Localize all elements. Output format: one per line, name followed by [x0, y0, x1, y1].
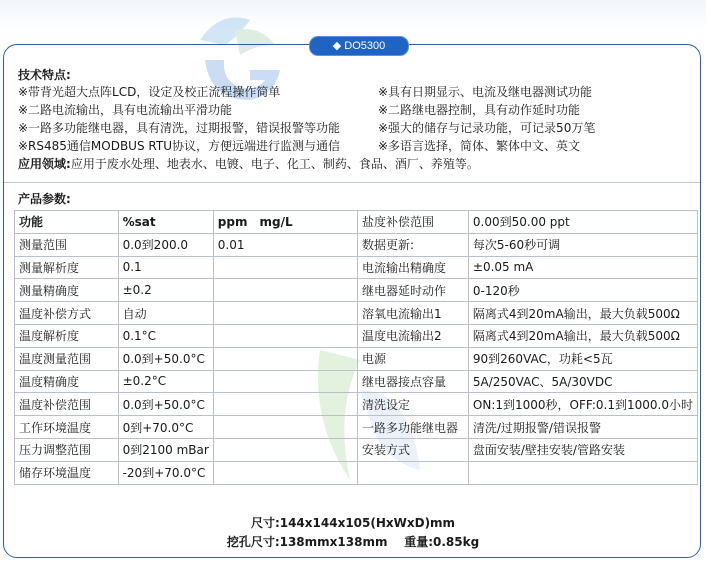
table-cell: 温度电流输出2	[358, 324, 469, 347]
table-cell	[213, 347, 357, 370]
params-table	[14, 210, 698, 485]
table-cell: 0.00到50.00 ppt	[468, 211, 697, 234]
table-cell: 数据更新:	[358, 233, 469, 256]
table-cell: ±0.2	[118, 279, 213, 302]
table-cell: 0.1°C	[118, 324, 213, 347]
table-cell: 储存环境温度	[15, 461, 119, 484]
table-cell: 测量范围	[15, 233, 119, 256]
feature-left-2: ※二路电流输出，具有电流输出平滑功能	[18, 103, 233, 117]
feature-left-3: ※一路多功能继电器，具有清洗，过期报警，错误报警等功能	[18, 121, 341, 135]
table-cell: 隔离式4到20mA输出，最大负载500Ω	[468, 324, 697, 347]
table-cell: 电流输出精确度	[358, 256, 469, 279]
table-cell: 盐度补偿范围	[358, 211, 469, 234]
table-cell: 0.0到+50.0°C	[118, 393, 213, 416]
table-cell: 工作环境温度	[15, 416, 119, 439]
applications	[18, 155, 479, 173]
table-cell: -20到+70.0°C	[118, 461, 213, 484]
feature-left-1: ※带背光超大点阵LCD，设定及校正流程操作简单	[18, 85, 281, 99]
table-row	[15, 256, 698, 279]
table-cell: %sat	[118, 211, 213, 234]
table-cell: ±0.2°C	[118, 370, 213, 393]
feature-right-2: ※二路继电器控制，具有动作延时功能	[378, 103, 581, 117]
table-row	[15, 233, 698, 256]
table-cell: 测量解析度	[15, 256, 119, 279]
table-cell: 0.0到+50.0°C	[118, 347, 213, 370]
table-cell	[213, 302, 357, 325]
table-row	[15, 324, 698, 347]
table-row	[15, 461, 698, 484]
table-cell: ppm mg/L	[213, 211, 357, 234]
top-background	[0, 0, 706, 30]
table-row	[15, 416, 698, 439]
table-cell	[213, 370, 357, 393]
table-cell: 继电器接点容量	[358, 370, 469, 393]
table-cell	[213, 256, 357, 279]
model-name: DO5300	[344, 40, 386, 52]
table-cell: 盘面安装/壁挂安装/管路安装	[468, 438, 697, 461]
table-cell: 0.1	[118, 256, 213, 279]
table-cell: 每次5-60秒可调	[468, 233, 697, 256]
table-cell: 温度补偿范围	[15, 393, 119, 416]
table-cell: 0.01	[213, 233, 357, 256]
footer-cutout-weight	[0, 533, 706, 550]
table-cell	[213, 324, 357, 347]
table-row	[15, 438, 698, 461]
table-cell: ON:1到1000秒，OFF:0.1到1000.0小时	[468, 393, 697, 416]
table-cell	[468, 461, 697, 484]
table-row	[15, 279, 698, 302]
table-row	[15, 211, 698, 234]
table-row	[15, 347, 698, 370]
table-cell: 测量精确度	[15, 279, 119, 302]
footer-weight: 重量:0.85kg	[404, 535, 480, 549]
table-cell	[358, 461, 469, 484]
table-cell: 0-120秒	[468, 279, 697, 302]
table-cell: 温度测量范围	[15, 347, 119, 370]
table-cell: 90到260VAC，功耗<5瓦	[468, 347, 697, 370]
table-cell: 温度精确度	[15, 370, 119, 393]
table-cell: 0.0到200.0	[118, 233, 213, 256]
table-cell: 压力调整范围	[15, 438, 119, 461]
table-cell: 0到+70.0°C	[118, 416, 213, 439]
tech-title: 技术特点:	[18, 68, 71, 82]
table-row	[15, 302, 698, 325]
footer-dimensions: 尺寸:144x144x105(HxWxD)mm	[250, 516, 456, 530]
applications-text: 应用于废水处理、地表水、电镀、电子、化工、制药、食品、酒厂、养殖等。	[70, 157, 479, 171]
table-cell: 隔离式4到20mA输出，最大负载500Ω	[468, 302, 697, 325]
table-cell	[213, 393, 357, 416]
table-cell	[213, 279, 357, 302]
footer-cutout: 挖孔尺寸:138mmx138mm	[226, 535, 388, 549]
table-cell	[213, 438, 357, 461]
table-cell: 0到2100 mBar	[118, 438, 213, 461]
params-title: 产品参数:	[18, 192, 71, 206]
table-cell: 一路多功能继电器	[358, 416, 469, 439]
table-cell: 安装方式	[358, 438, 469, 461]
table-cell: 自动	[118, 302, 213, 325]
table-cell: 溶氧电流输出1	[358, 302, 469, 325]
table-cell: 温度补偿方式	[15, 302, 119, 325]
feature-left-4: ※RS485通信MODBUS RTU协议，方便远端进行监测与通信	[18, 139, 340, 153]
table-cell: 电源	[358, 347, 469, 370]
table-cell: ±0.05 mA	[468, 256, 697, 279]
table-cell: 温度解析度	[15, 324, 119, 347]
table-cell: 5A/250VAC、5A/30VDC	[468, 370, 697, 393]
table-row	[15, 393, 698, 416]
table-cell: 功能	[15, 211, 119, 234]
section-divider	[4, 182, 700, 183]
feature-right-4: ※多语言选择，简体、繁体中文、英文	[378, 139, 581, 153]
applications-label: 应用领域:	[18, 157, 71, 171]
table-cell: 继电器延时动作	[358, 279, 469, 302]
model-badge: ◆ DO5300	[309, 36, 409, 56]
feature-right-1: ※具有日期显示、电流及继电器测试功能	[378, 85, 593, 99]
table-cell: 清洗设定	[358, 393, 469, 416]
table-cell	[213, 461, 357, 484]
table-cell	[213, 416, 357, 439]
feature-right-3: ※强大的储存与记录功能，可记录50万笔	[378, 121, 596, 135]
table-row	[15, 370, 698, 393]
table-cell: 清洗/过期报警/错误报警	[468, 416, 697, 439]
